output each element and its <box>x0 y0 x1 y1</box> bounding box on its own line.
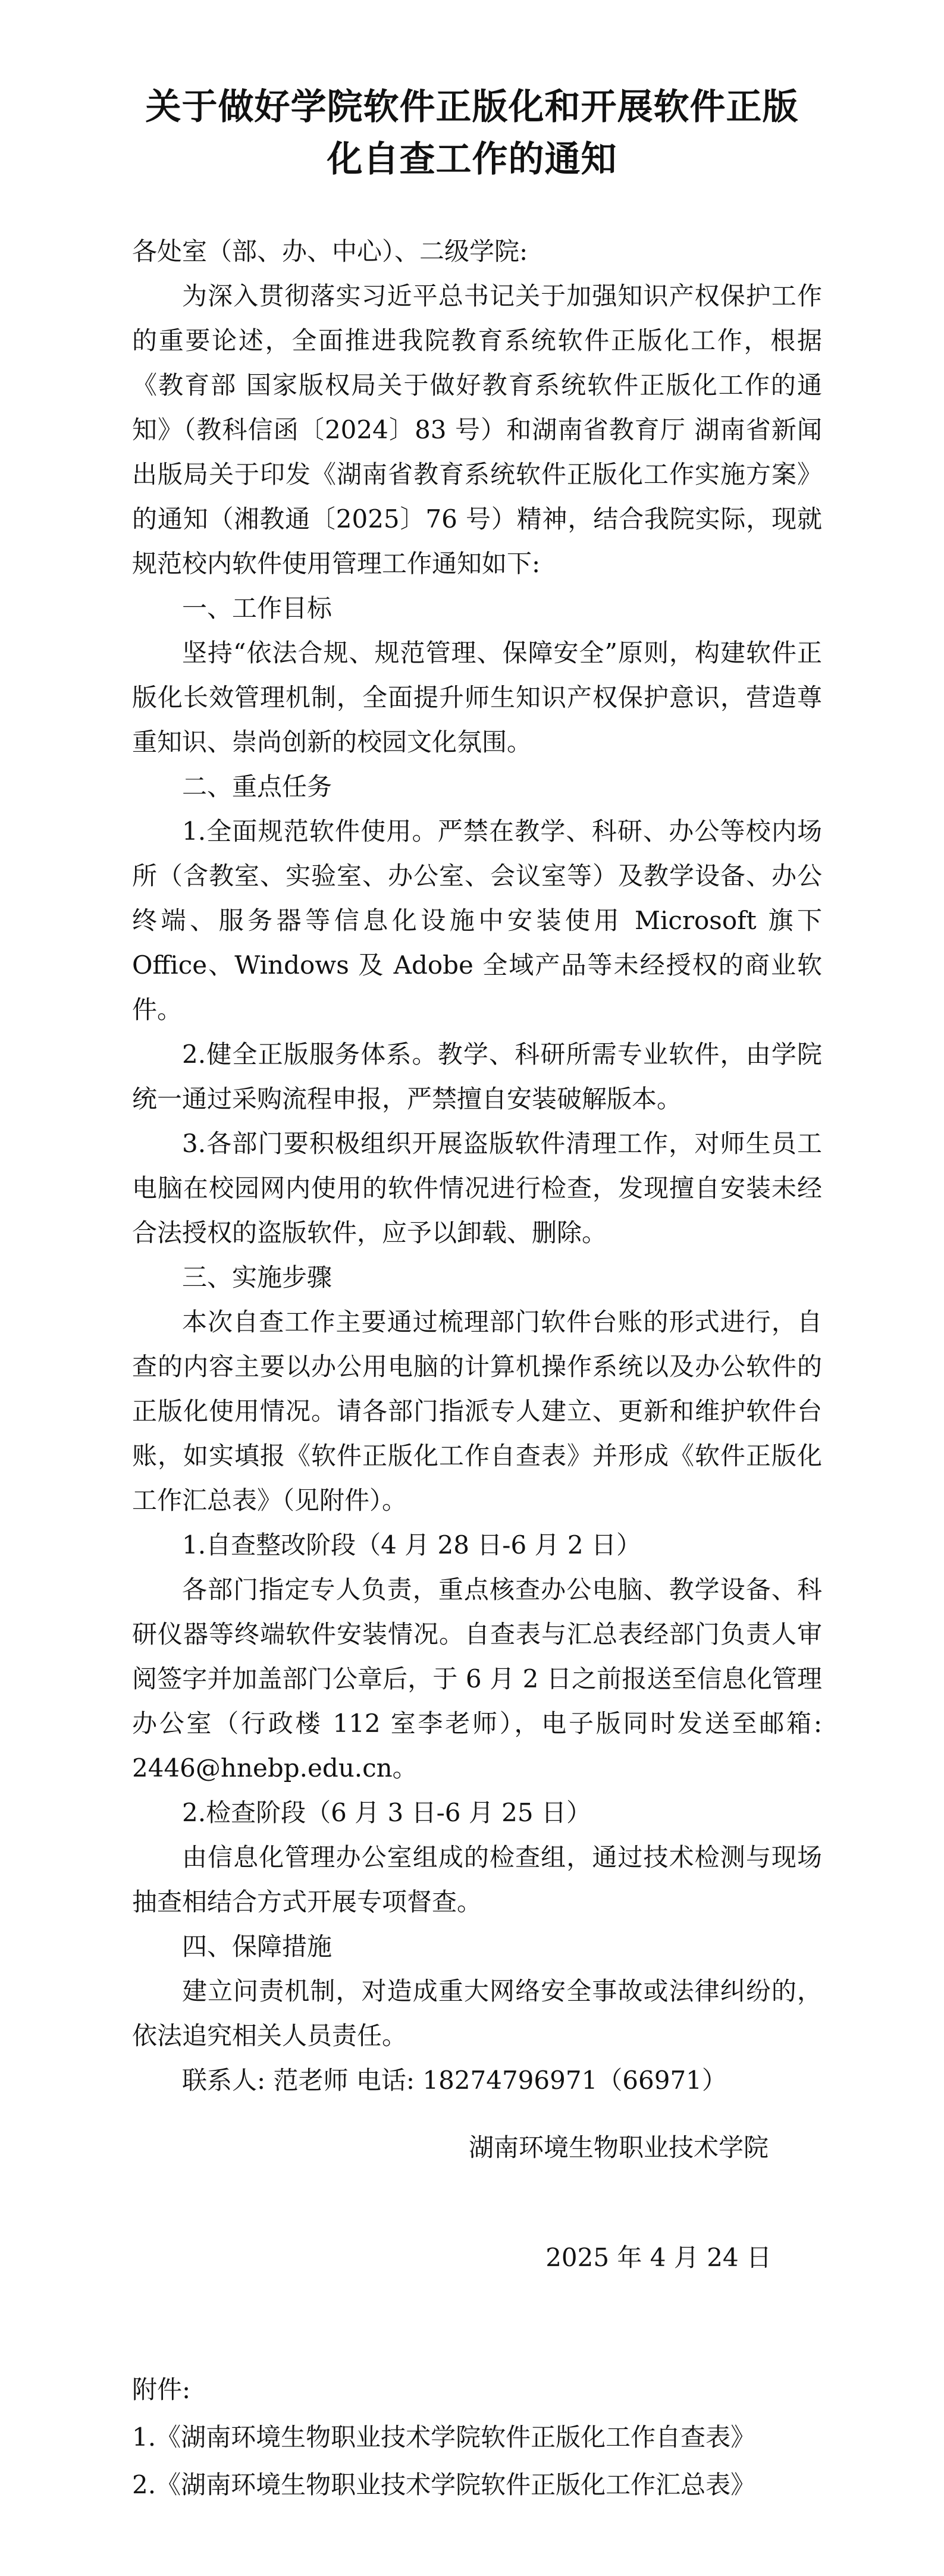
stage-2-heading: 2.检查阶段（6 月 3 日-6 月 25 日） <box>182 1798 591 1827</box>
document-title-line-2: 化自查工作的通知 <box>327 139 617 180</box>
safeguards-paragraph: 建立问责机制，对造成重大网络安全事故或法律纠纷的，依法追究相关人员责任。 <box>132 1976 822 2050</box>
stage-1-paragraph: 各部门指定专人负责，重点核查办公电脑、教学设备、科研仪器等终端软件安装情况。自查表与汇总表经部门负责人审阅签字并加盖部门公章后，于 6 月 2 日之前报送至信息化管理办公室（行政楼 112 室李老师），电子版同时发送至邮箱: 2446@hnebp.edu.cn。 <box>132 1575 822 1783</box>
signature-organization: 湖南环境生物职业技术学院 <box>468 2133 769 2162</box>
task-item-2: 2.健全正版服务体系。教学、科研所需专业软件，由学院统一通过采购流程申报，严禁擅自安装破解版本。 <box>132 1040 822 1113</box>
steps-paragraph: 本次自查工作主要通过梳理部门软件台账的形式进行，自查的内容主要以办公用电脑的计算机操作系统以及办公软件的正版化使用情况。请各部门指派专人建立、更新和维护软件台账，如实填报《软件正版化工作自查表》并形成《软件正版化工作汇总表》（见附件）。 <box>132 1307 822 1515</box>
addressee: 各处室（部、办、中心）、二级学院: <box>132 237 528 266</box>
attachment-item-1[interactable]: 1.《湖南环境生物职业技术学院软件正版化工作自查表》 <box>132 2423 756 2452</box>
signature-date: 2025 年 4 月 24 日 <box>545 2243 771 2272</box>
document-title-line-1: 关于做好学院软件正版化和开展软件正版 <box>145 86 799 128</box>
section-heading-tasks: 二、重点任务 <box>182 772 333 801</box>
stage-1-heading: 1.自查整改阶段（4 月 28 日-6 月 2 日） <box>182 1530 641 1560</box>
attachments-heading: 附件: <box>132 2375 191 2404</box>
section-heading-safeguards: 四、保障措施 <box>182 1932 333 1961</box>
section-heading-goals: 一、工作目标 <box>182 594 333 623</box>
task-item-3: 3.各部门要积极组织开展盗版软件清理工作，对师生员工电脑在校园网内使用的软件情况进行检查，发现擅自安装未经合法授权的盗版软件，应予以卸载、删除。 <box>132 1129 822 1247</box>
contact-line: 联系人: 范老师 电话: 18274796971（66971） <box>182 2066 727 2095</box>
section-heading-steps: 三、实施步骤 <box>182 1263 333 1292</box>
goals-paragraph: 坚持“依法合规、规范管理、保障安全”原则，构建软件正版化长效管理机制，全面提升师生知识产权保护意识，营造尊重知识、崇尚创新的校园文化氛围。 <box>132 638 822 757</box>
intro-paragraph: 为深入贯彻落实习近平总书记关于加强知识产权保护工作的重要论述，全面推进我院教育系统软件正版化工作，根据《教育部 国家版权局关于做好教育系统软件正版化工作的通知》（教科信函〔2024〕83 号）和湖南省教育厅 湖南省新闻出版局关于印发《湖南省教育系统软件正版化工作实施方案》的通知（湘教通〔2025〕76 号）精神，结合我院实际，现就规范校内软件使用管理工作通知如下: <box>132 281 822 578</box>
document-body <box>132 229 822 2103</box>
attachment-item-2[interactable]: 2.《湖南环境生物职业技术学院软件正版化工作汇总表》 <box>132 2470 756 2499</box>
stage-2-paragraph: 由信息化管理办公室组成的检查组，通过技术检测与现场抽查相结合方式开展专项督查。 <box>132 1843 822 1916</box>
task-item-1: 1.全面规范软件使用。严禁在教学、科研、办公等校内场所（含教室、实验室、办公室、会议室等）及教学设备、办公终端、服务器等信息化设施中安装使用 Microsoft 旗下 Office、Windows 及 Adobe 全域产品等未经授权的商业软件。 <box>132 817 822 1024</box>
